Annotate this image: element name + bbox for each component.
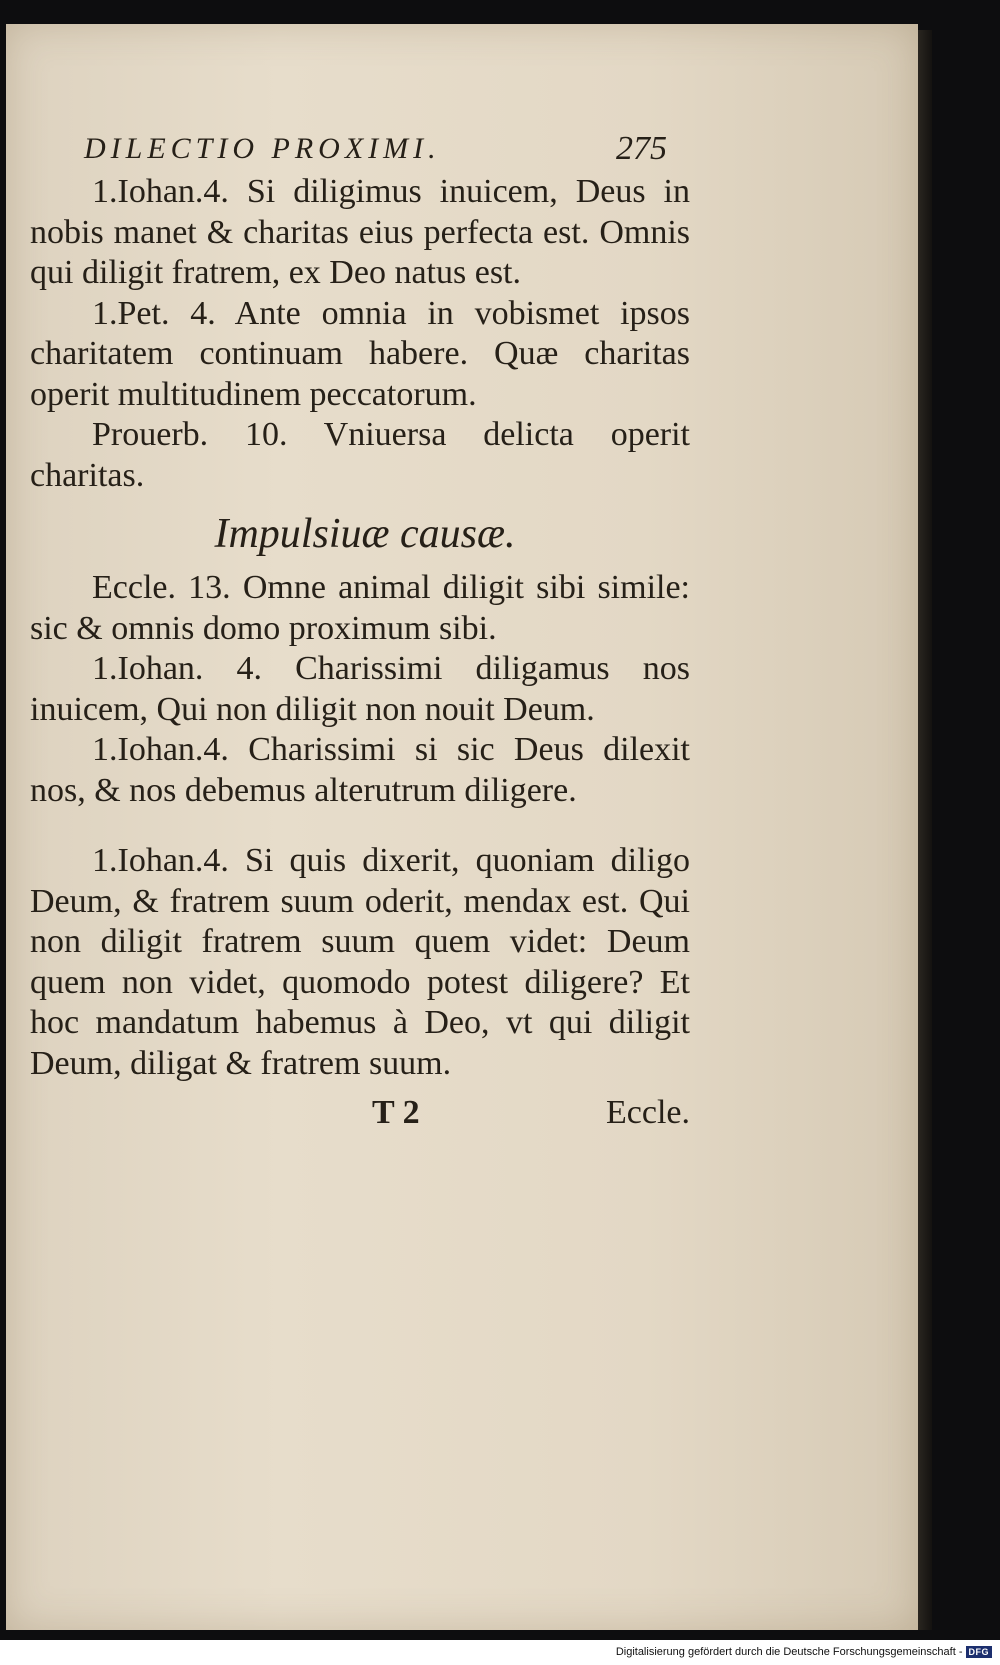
dfg-logo: DFG [966,1646,993,1658]
paragraph-7: 1.Iohan.4. Si quis dixerit, quoniam diligo Deum, & fratrem suum oderit, mendax est. Qui non diligit fratrem suum quem videt: Deum quem non videt, quomodo potest diligere? Et hoc mandatum habemus à Deo, vt qui diligit Deum, diligat & fratrem suum. [30,842,690,1082]
book-page [6,24,918,1630]
catchword: Eccle. [606,1094,690,1131]
paragraph-gap [30,811,690,841]
signature-mark: T 2 [372,1094,420,1131]
page-number: 275 [616,130,667,167]
section-heading: Impulsiuæ causæ. [214,511,516,557]
paragraph-5: 1.Iohan. 4. Charissimi diligamus nos inuicem, Qui non diligit non nouit Deum. [30,650,690,728]
paragraph-4: Eccle. 13. Omne animal diligit sibi simile: sic & omnis domo proximum sibi. [30,569,690,647]
catchline [30,1094,690,1138]
running-head [30,132,690,172]
credit-text: Digitalisierung gefördert durch die Deutsche Forschungsgemeinschaft - [615,1646,963,1658]
paragraph-6: 1.Iohan.4. Charissimi si sic Deus dilexit nos, & nos debemus alterutrum diligere. [30,731,690,809]
digitization-credit [616,1646,992,1658]
paragraph-3: Prouerb. 10. Vniuersa delicta operit charitas. [30,416,690,494]
paragraph-1: 1.Iohan.4. Si diligimus inuicem, Deus in nobis manet & charitas eius perfecta est. Omnis qui diligit fratrem, ex Deo natus est. [30,173,690,291]
text-block [30,132,690,1138]
running-title: DILECTIO PROXIMI. [84,132,441,165]
paragraph-2: 1.Pet. 4. Ante omnia in vobismet ipsos charitatem continuam habere. Quæ charitas operit multitudinem peccatorum. [30,294,690,413]
book-edge [918,30,932,1630]
